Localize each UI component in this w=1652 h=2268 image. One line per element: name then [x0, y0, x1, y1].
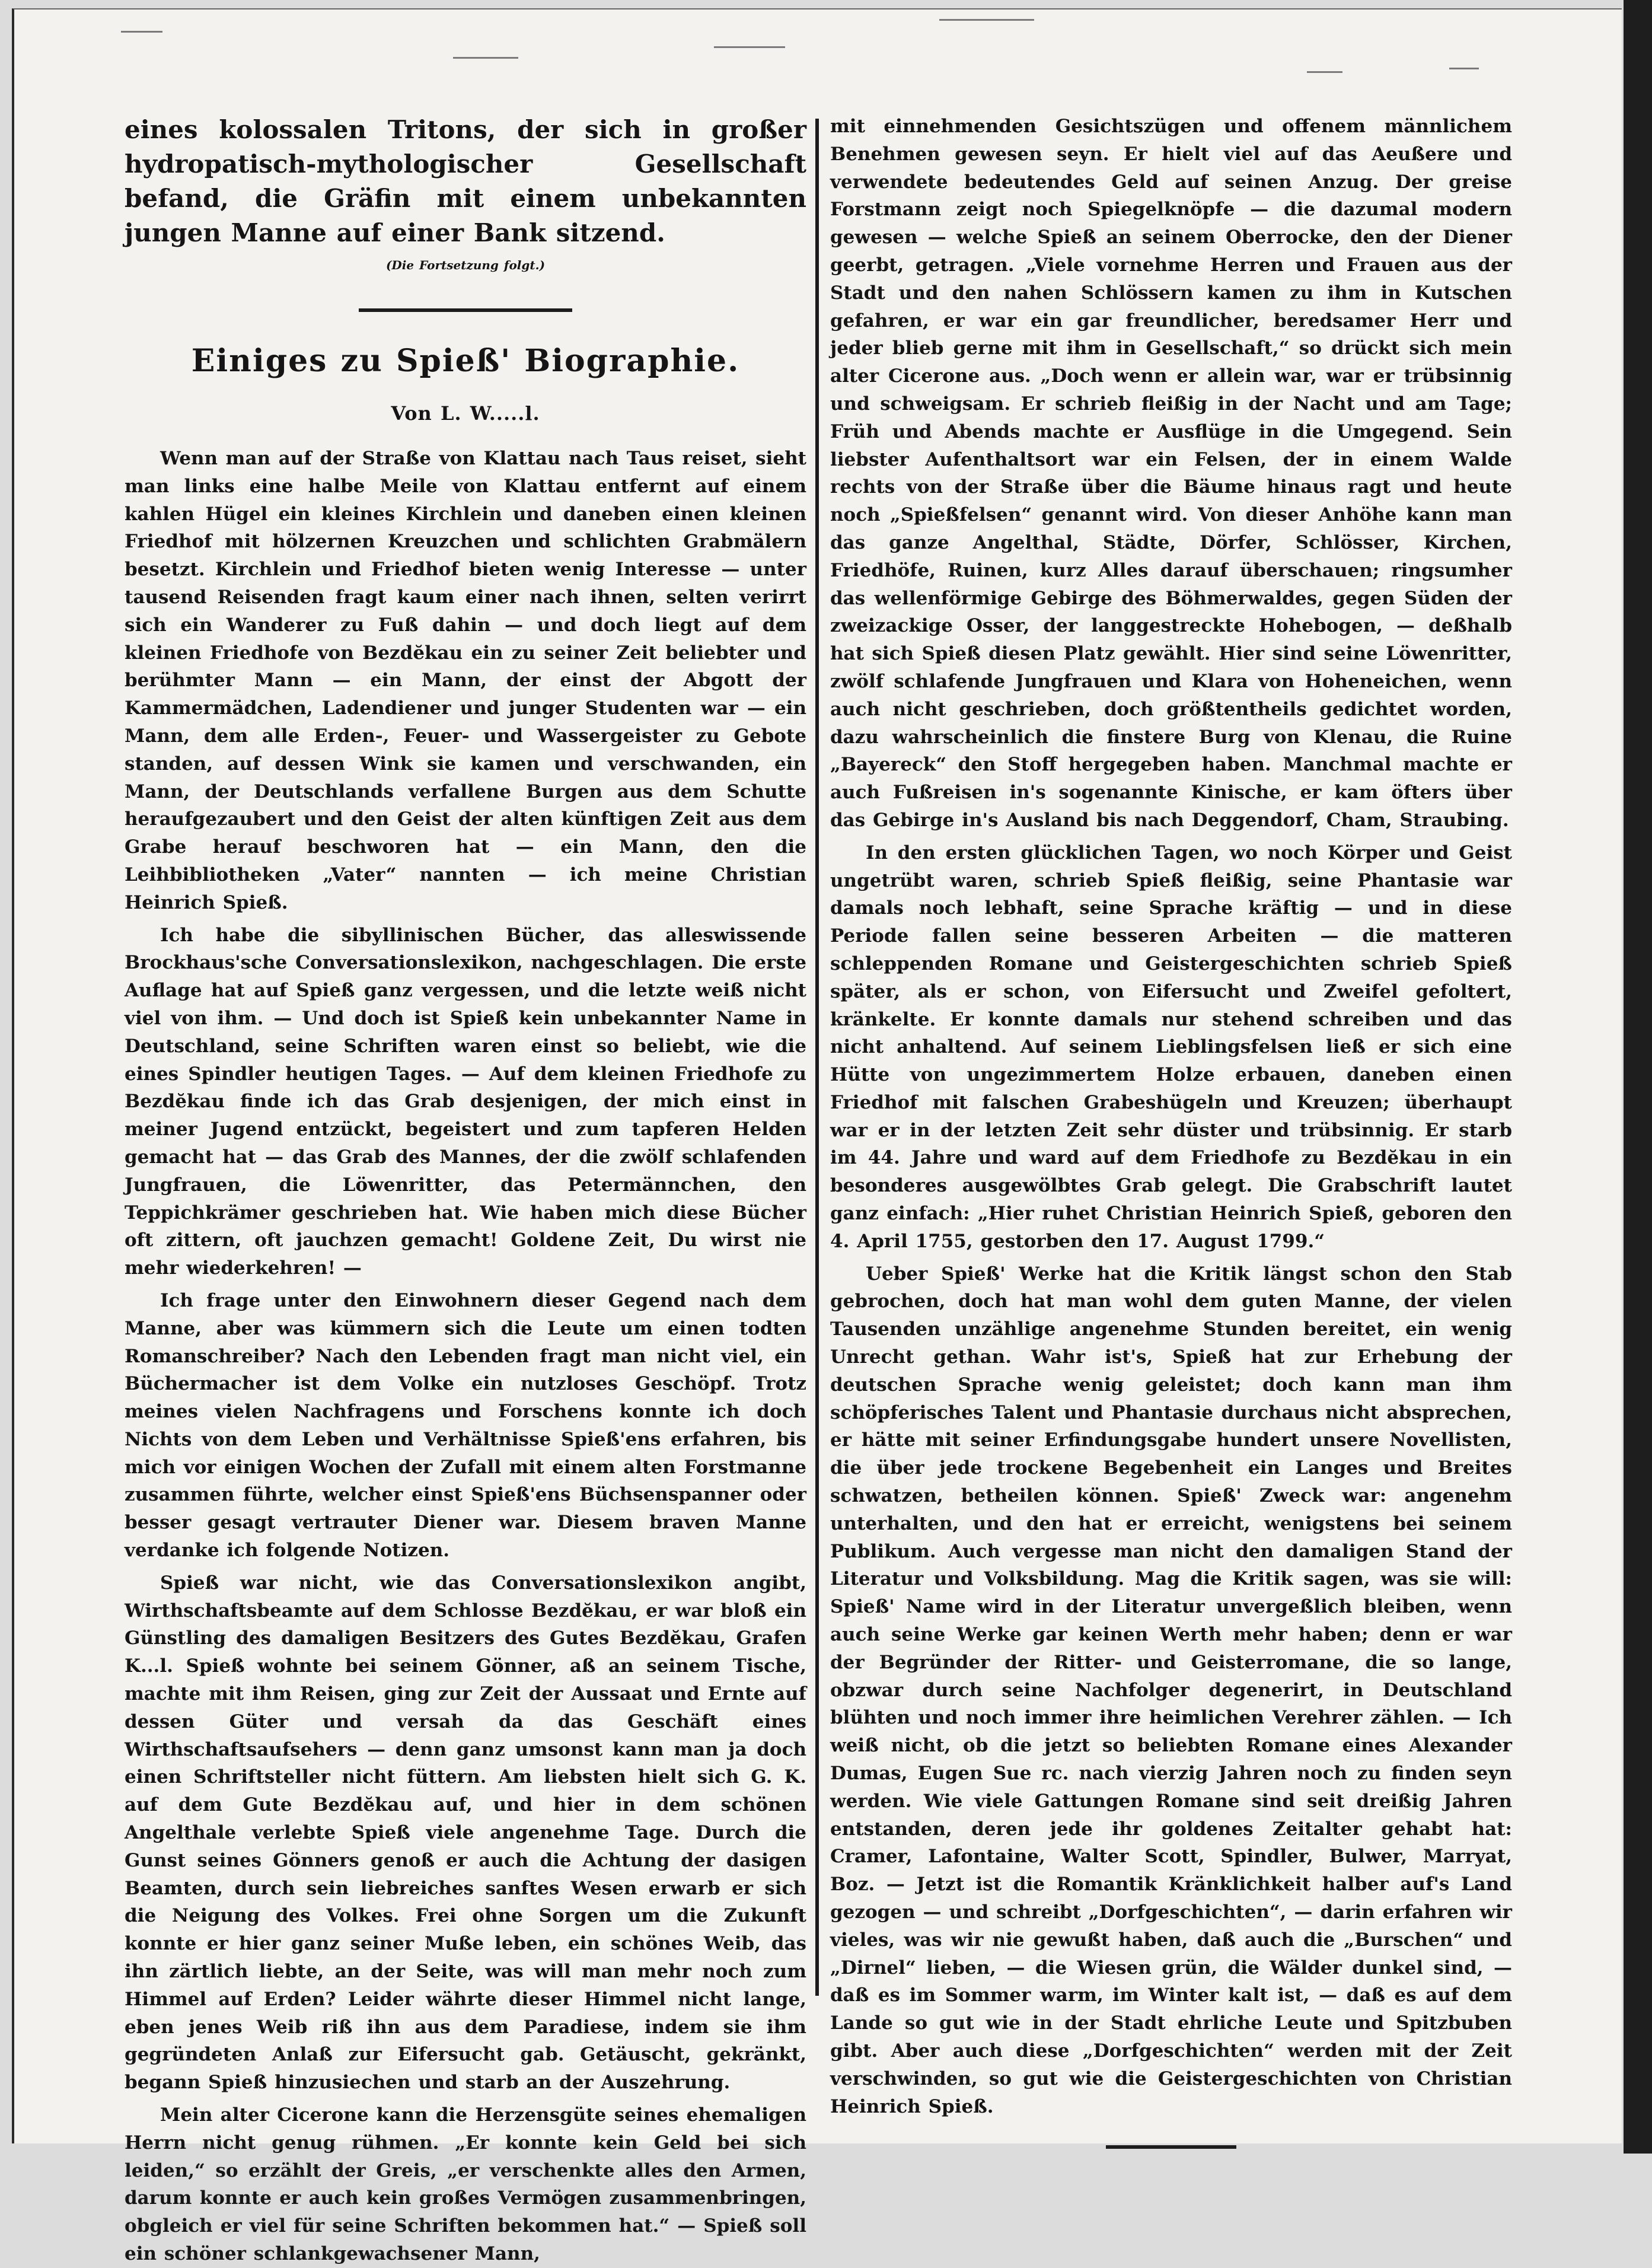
- left-column: [125, 113, 806, 2268]
- article-paragraph: Ueber Spieß' Werke hat die Kritik längst schon den Stab gebrochen, doch hat man wohl dem guten Manne, der vielen Tausenden unzählige angenehme Stunden bereitet, ein wenig Unrecht gethan. Wahr ist's, Spieß hat zur Erhebung der deutschen Sprache wenig geleistet; doch kann man ihm schöpferisches Talent und Phantasie durchaus nicht absprechen, er hätte mit seiner Erfindungsgabe hundert unsere Novellisten, die über jede trockene Begebenheit ein Langes und Breites schwatzen, betheilen können. Spieß' Zweck war: angenehm unterhalten, und den hat er erreicht, wenigstens bei seinem Publikum. Auch vergesse man nicht den damaligen Stand der Literatur und Volksbildung. Mag die Kritik sagen, was sie will: Spieß' Name wird in der Literatur unvergeßlich bleiben, wenn auch seine Werke gar keinen Werth mehr haben; denn er war der Begründer der Ritter- und Geisterromane, die so lange, obzwar durch seine Nachfolger degenerirt, in Deutschland blühten und noch immer ihre heimlichen Verehrer zählen. — Ich weiß nicht, ob die jetzt so beliebten Romane eines Alexander Dumas, Eugen Sue rc. nach vierzig Jahren noch zu finden seyn werden. Wie viele Gattungen Romane sind seit dreißig Jahren entstanden, deren jede ihr goldenes Zeitalter gehabt hat: Cramer, Lafontaine, Walter Scott, Spindler, Bulwer, Marryat, Boz. — Jetzt ist die Romantik Kränklichkeit halber auf's Land gezogen — und schreibt „Dorfgeschichten“, — darin erfahren wir vieles, was wir nie gewußt haben, daß auch die „Burschen“ und „Dirnel“ lieben, — die Wiesen grün, die Wälder dunkel sind, — daß es im Sommer warm, im Winter kalt ist, — daß es auf dem Lande so gut wie in der Stadt ehrliche Leute und Spitzbuben gibt. Aber auch diese „Dorfgeschichten“ werden mit der Zeit verschwinden, so gut wie die Geistergeschichten von Christian Heinrich Spieß.: [830, 1263, 1512, 2117]
- continued-story-text: eines kolossalen Tritons, der sich in großer hydropatisch-mythologischer Gesellschaft befand, die Gräfin mit einem unbekannten jungen Manne auf einer Bank sitzend.: [125, 115, 806, 247]
- article-paragraph: Wenn man auf der Straße von Klattau nach Taus reiset, sieht man links eine halbe Meile von Klattau entfernt auf einem kahlen Hügel ein kleines Kirchlein und daneben einen kleinen Friedhof mit hölzernen Kreuzchen und schlichten Grabmälern besetzt. Kirchlein und Friedhof bieten wenig Interesse — unter tausend Reisenden fragt kaum einer nach ihnen, selten verirrt sich ein Wanderer zu Fuß dahin — und doch liegt auf dem kleinen Friedhofe von Bezdĕkau ein zu seiner Zeit beliebter und berühmter Mann — ein Mann, der einst der Abgott der Kammermädchen, Ladendiener und junger Studenten war — ein Mann, dem alle Erden-, Feuer- und Wassergeister zu Gebote standen, auf dessen Wink sie kamen und verschwanden, ein Mann, der Deutschlands verfallene Burgen aus dem Schutte heraufgezaubert und den Geist der alten künftigen Zeit aus dem Grabe herauf beschworen hat — ein Mann, den die Leihbibliotheken „Vater“ nannten — ich meine Christian Heinrich Spieß.: [125, 448, 806, 913]
- continuation-note: (Die Fortsetzung folgt.): [385, 258, 546, 272]
- scan-artifact: [939, 19, 1034, 21]
- article-byline: Von L. W.....l.: [391, 402, 540, 425]
- article-paragraph: Ich frage unter den Einwohnern dieser Gegend nach dem Manne, aber was kümmern sich die Leute um einen todten Romanschreiber? Nach den Lebenden fragt man nicht viel, ein Büchermacher ist dem Volke ein nutzloses Geschöpf. Trotz meines vielen Nachfragens und Forschens konnte ich doch Nichts von dem Leben und Verhältnisse Spieß'ens erfahren, bis mich vor einigen Wochen der Zufall mit einem alten Forstmanne zusammen führte, welcher einst Spieß'ens Büchsenspanner oder besser gesagt vertrauter Diener war. Diesem braven Manne verdanke ich folgende Notizen.: [125, 1289, 806, 1562]
- scan-artifact: [714, 46, 785, 48]
- article-paragraph: Spieß war nicht, wie das Conversationslexikon angibt, Wirthschaftsbeamte auf dem Schlosse Bezdĕkau, er war bloß ein Günstling des damaligen Besitzers des Gutes Bezdĕkau, Grafen K...l. Spieß wohnte bei seinem Gönner, aß an seinem Tische, machte mit ihm Reisen, ging zur Zeit der Aussaat und Ernte auf dessen Güter und versah da das Geschäft eines Wirthschaftsaufsehers — denn ganz umsonst kann man ja doch einen Schriftsteller nicht füttern. Am liebsten hielt sich G. K. auf dem Gute Bezdĕkau auf, und hier in dem schönen Angelthale verlebte Spieß viele angenehme Tage. Durch die Gunst seines Gönners genoß er auch die Achtung der dasigen Beamten, durch sein liebreiches sanftes Wesen erwarb er sich die Neigung des Volkes. Frei ohne Sorgen um die Zukunft konnte er hier ganz seiner Muße leben, ein schönes Weib, das ihn zärtlich liebte, an der Seite, was will man mehr noch zum Himmel auf Erden? Leider währte dieser Himmel nicht lange, eben jenes Weib riß ihn aus dem Paradiese, indem sie ihm gegründeten Anlaß zur Eifersucht gab. Getäuscht, gekränkt, begann Spieß hinzusiechen und starb an der Auszehrung.: [125, 1572, 806, 2094]
- article-paragraph: Ich habe die sibyllinischen Bücher, das alleswissende Brockhaus'sche Conversationslexikon, nachgeschlagen. Die erste Auflage hat auf Spieß ganz vergessen, und die letzte weiß nicht viel von ihm. — Und doch ist Spieß kein unbekannter Name in Deutschland, seine Schriften waren einst so beliebt, wie die eines Spindler heutigen Tages. — Auf dem kleinen Friedhofe zu Bezdĕkau finde ich das Grab desjenigen, der mich einst in meiner Jugend entzückt, begeistert und zum tapferen Helden gemacht hat — das Grab des Mannes, der die zwölf schlafenden Jungfrauen, die Löwenritter, das Petermännchen, den Teppichkrämer geschrieben hat. Wie haben mich diese Bücher oft zittern, oft jauchzen gemacht! Goldene Zeit, Du wirst nie mehr wiederkehren! —: [125, 924, 806, 1279]
- scan-artifact: [453, 57, 518, 59]
- scan-edge: [1624, 0, 1652, 2154]
- article-title: Einiges zu Spieß' Biographie.: [191, 343, 740, 379]
- scan-artifact: [121, 31, 162, 33]
- scan-artifact: [1449, 68, 1479, 69]
- article-paragraph: Mein alter Cicerone kann die Herzensgüte seines ehemaligen Herrn nicht genug rühmen. „Er konnte kein Geld bei sich leiden,“ so erzählt der Greis, „er verschenkte alles den Armen, darum konnte er auch kein großes Vermögen zusammenbringen, obgleich er viel für seine Schriften bekommen hat.“ — Spieß soll ein schöner schlankgewachsener Mann,: [125, 2104, 806, 2264]
- end-rule: [1106, 2145, 1236, 2149]
- article-paragraph: mit einnehmenden Gesichtszügen und offenem männlichem Benehmen gewesen seyn. Er hielt viel auf das Aeußere und verwendete bedeutendes Geld auf seinen Anzug. Der greise Forstmann zeigt noch Spiegelknöpfe — die dazumal modern gewesen — welche Spieß an seinem Oberrocke, den der Diener geerbt, getragen. „Viele vornehme Herren und Frauen aus der Stadt und den nahen Schlössern kamen zu ihm in Kutschen gefahren, er war ein gar freundlicher, beredsamer Herr und jeder blieb gerne mit ihm in Gesellschaft,“ so drückt sich mein alter Cicerone aus. „Doch wenn er allein war, war er trübsinnig und schweigsam. Er schrieb fleißig in der Nacht und am Tage; Früh und Abends machte er Ausflüge in die Umgegend. Sein liebster Aufenthaltsort war ein Felsen, der in einem Walde rechts von der Straße über die Bäume hinaus ragt und heute noch „Spießfelsen“ genannt wird. Von dieser Anhöhe kann man das ganze Angelthal, Städte, Dörfer, Schlösser, Kirchen, Friedhöfe, Ruinen, kurz Alles darauf überschauen; ringsumher das wellenförmige Gebirge des Böhmerwaldes, gegen Süden der zweizackige Osser, der langgestreckte Hohebogen, — deßhalb hat sich Spieß diesen Platz gewählt. Hier sind seine Löwenritter, zwölf schlafende Jungfrauen und Klara von Hoheneichen, wenn auch nicht geschrieben, doch größtentheils gedichtet worden, dazu wahrscheinlich die finstere Burg von Klenau, die Ruine „Bayereck“ den Stoff hergegeben haben. Manchmal machte er auch Fußreisen in's sogenannte Kinische, er kam öfters über das Gebirge in's Ausland bis nach Deggendorf, Cham, Straubing.: [830, 116, 1512, 831]
- column-divider: [815, 119, 819, 1996]
- article-paragraph: In den ersten glücklichen Tagen, wo noch Körper und Geist ungetrübt waren, schrieb Spieß fleißig, seine Phantasie war damals noch lebhaft, seine Sprache kräftig — und in diese Periode fallen seine besseren Arbeiten — die matteren schleppenden Romane und Geistergeschichten schrieb Spieß später, als er schon, von Eifersucht und Zweifel gefoltert, kränkelte. Er konnte damals nur stehend schreiben und das nicht anhaltend. Auf seinem Lieblingsfelsen ließ er sich eine Hütte von ungezimmertem Holze erbauen, daneben einen Friedhof mit falschen Grabeshügeln und Kreuzen; überhaupt war er in der letzten Zeit sehr düster und trübsinnig. Er starb im 44. Jahre und ward auf dem Friedhofe zu Bezdĕkau in ein besonderes ausgewölbtes Grab gelegt. Die Grabschrift lautet ganz einfach: „Hier ruhet Christian Heinrich Spieß, geboren den 4. April 1755, gestorben den 17. August 1799.“: [830, 842, 1512, 1252]
- section-separator: [359, 308, 572, 312]
- scan-artifact: [1307, 71, 1342, 73]
- right-column: [830, 113, 1512, 2149]
